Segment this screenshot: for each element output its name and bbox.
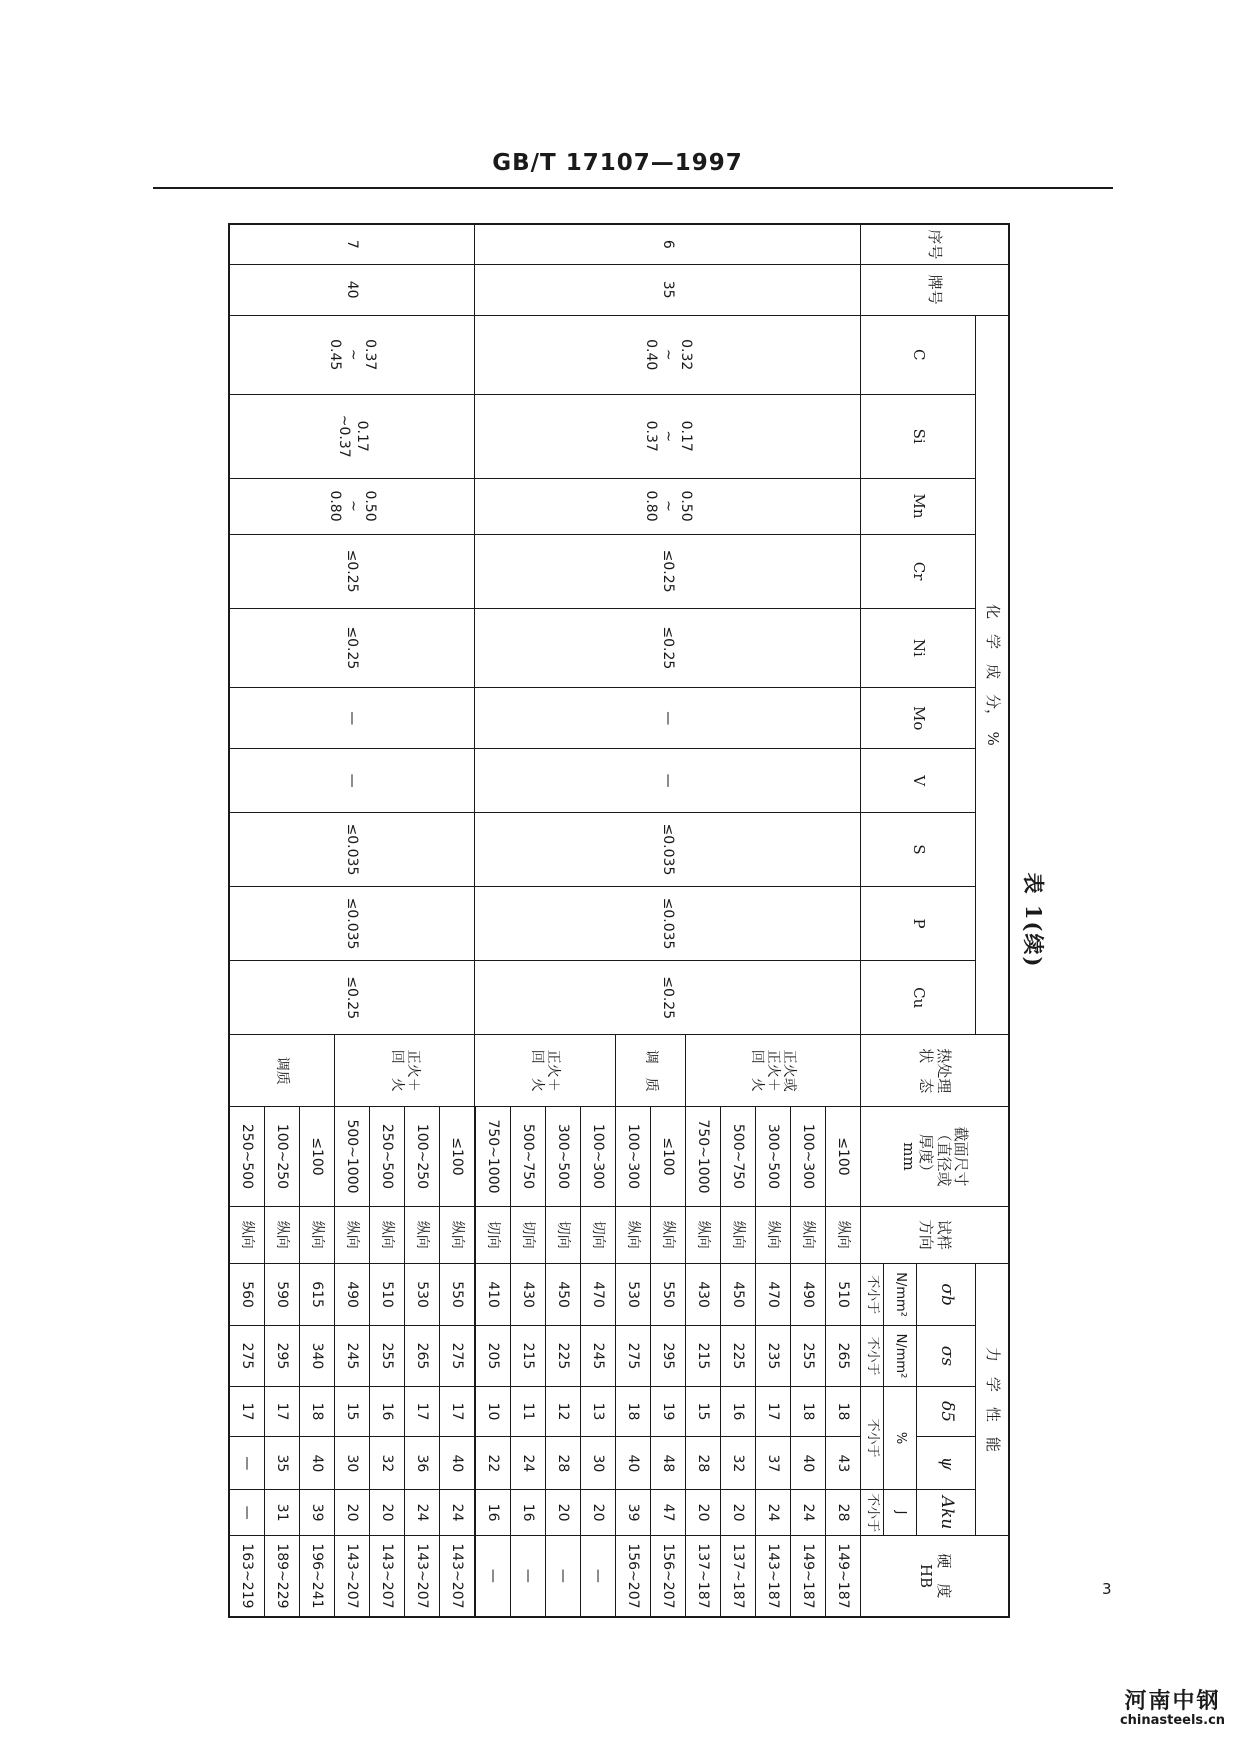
element-header-cr: Cr [861, 534, 976, 608]
delta5-cell: 18 [616, 1386, 651, 1437]
heat-treatment-cell [335, 1035, 476, 1107]
element-range-line: 0.80 [327, 490, 344, 522]
section-size-cell: 500~750 [511, 1107, 546, 1206]
sigma-s-cell: 265 [826, 1326, 861, 1386]
sigma-s-symbol: σs [917, 1326, 976, 1386]
section-size-cell: 750~1000 [686, 1107, 721, 1206]
sigma-s-cell: 205 [475, 1326, 511, 1386]
sigma-b-cell: 550 [440, 1263, 476, 1325]
sigma-b-cell: 615 [300, 1263, 335, 1325]
element-range-line: ~ [345, 348, 361, 361]
watermark-cn: 河南中钢 [1124, 1689, 1221, 1714]
sigma-b-cell: 470 [756, 1263, 791, 1325]
direction-cell: 纵向 [265, 1206, 300, 1263]
element-header-ni: Ni [861, 608, 976, 687]
element-range-line: 0.17 [678, 420, 694, 452]
specimen-direction-header [861, 1206, 1010, 1263]
psi-cell: 35 [265, 1437, 300, 1490]
psi-cell: 43 [826, 1437, 861, 1490]
delta5-cell: 18 [300, 1386, 335, 1437]
heat-treatment-line: 正火或 [781, 1049, 798, 1092]
element-cell-cr: ≤0.25 [229, 534, 475, 608]
element-range-line: 0.37 [362, 339, 379, 371]
direction-cell: 纵向 [370, 1206, 405, 1263]
section-size-cell: 250~500 [370, 1107, 405, 1206]
rotated-table-page [232, 223, 1052, 1618]
element-header-si: Si [861, 394, 976, 478]
steel-spec-table [228, 223, 1010, 1618]
element-range-mn [642, 490, 695, 521]
hardness-cell: 189~229 [265, 1535, 300, 1617]
section-size-cell: 250~500 [229, 1107, 265, 1206]
element-cell-c [229, 315, 475, 394]
element-cell-c [475, 315, 861, 394]
section-size-cell: 100~250 [265, 1107, 300, 1206]
section-size-cell: 500~750 [721, 1107, 756, 1206]
aku-cell: 16 [475, 1490, 511, 1536]
element-cell-cu: ≤0.25 [475, 961, 861, 1035]
standard-code: GB/T 17107—1997 [492, 150, 743, 176]
heat-treatment-line: 正火＋ [765, 1049, 782, 1092]
heat-treatment-cell [616, 1035, 686, 1107]
direction-cell: 切向 [475, 1206, 511, 1263]
sigma-b-unit: N/mm² [884, 1263, 917, 1325]
hardness-cell: 156~207 [651, 1535, 686, 1617]
aku-cell: 16 [511, 1490, 546, 1536]
element-cell-p: ≤0.035 [229, 887, 475, 961]
element-cell-si [229, 394, 475, 478]
element-range-line: 0.40 [643, 339, 659, 371]
mechanical-properties-header: 力 学 性 能 [976, 1263, 1010, 1535]
element-cell-v: — [475, 749, 861, 813]
aku-cell: 20 [721, 1490, 756, 1536]
page-number: 3 [1102, 1580, 1112, 1598]
aku-symbol: Aku [917, 1490, 976, 1536]
psi-cell: 28 [546, 1437, 581, 1490]
delta5-cell: 17 [756, 1386, 791, 1437]
element-cell-cu: ≤0.25 [229, 961, 475, 1035]
sigma-b-cell: 550 [651, 1263, 686, 1325]
element-cell-p: ≤0.035 [475, 887, 861, 961]
element-range-si [335, 415, 370, 458]
section-header-line2: （直径或 [934, 1126, 953, 1187]
hardness-cell: — [546, 1535, 581, 1617]
section-size-cell: 100~300 [791, 1107, 826, 1206]
section-size-cell: ≤100 [440, 1107, 476, 1206]
element-cell-mo: — [475, 688, 861, 749]
sigma-s-cell: 255 [370, 1326, 405, 1386]
sigma-b-cell: 430 [686, 1263, 721, 1325]
table-caption: 表 1(续) [1021, 872, 1046, 969]
aku-cell: 20 [686, 1490, 721, 1536]
hardness-cell: 143~207 [335, 1535, 370, 1617]
direction-cell: 纵向 [721, 1206, 756, 1263]
aku-cell: 20 [370, 1490, 405, 1536]
element-header-mn: Mn [861, 478, 976, 534]
direction-cell: 纵向 [756, 1206, 791, 1263]
psi-cell: 32 [721, 1437, 756, 1490]
direction-cell: 纵向 [616, 1206, 651, 1263]
psi-cell: 36 [405, 1437, 440, 1490]
delta5-cell: 18 [791, 1386, 826, 1437]
aku-cell: 47 [651, 1490, 686, 1536]
element-range-line: ~ [660, 348, 677, 361]
direction-cell: 纵向 [651, 1206, 686, 1263]
delta5-cell: 15 [335, 1386, 370, 1437]
sigma-s-cell: 255 [791, 1326, 826, 1386]
delta5-symbol: δ5 [917, 1386, 976, 1437]
sigma-s-cell: 275 [440, 1326, 476, 1386]
sigma-s-cell: 245 [581, 1326, 616, 1386]
sigma-s-cell: 295 [265, 1326, 300, 1386]
hardness-header-line1: 硬 度 [934, 1553, 953, 1599]
element-cell-si [475, 394, 861, 478]
heat-treatment-line: 回 火 [748, 1049, 765, 1092]
direction-cell: 纵向 [335, 1206, 370, 1263]
section-header-line3: 厚度） [917, 1133, 936, 1179]
sigma-b-cell: 490 [335, 1263, 370, 1325]
heat-treatment-line: 调质 [274, 1056, 291, 1085]
hardness-cell: 137~187 [721, 1535, 756, 1617]
aku-cell: 20 [546, 1490, 581, 1536]
heat-treatment-line: 回 火 [388, 1049, 405, 1092]
element-range-line: 0.45 [327, 339, 344, 371]
psi-cell: 40 [300, 1437, 335, 1490]
seq-header: 序号 [861, 224, 1010, 264]
section-size-cell: 500~1000 [335, 1107, 370, 1206]
direction-header-line1: 试样 [934, 1219, 953, 1250]
psi-cell: 28 [686, 1437, 721, 1490]
sigma-b-cell: 490 [791, 1263, 826, 1325]
aku-cell: 20 [335, 1490, 370, 1536]
element-range-line: ~0.37 [336, 414, 353, 458]
section-size-cell: 300~500 [756, 1107, 791, 1206]
direction-cell: 纵向 [229, 1206, 265, 1263]
heat-treatment-cell [229, 1035, 335, 1107]
delta5-cell: 15 [686, 1386, 721, 1437]
grade-header: 牌号 [861, 264, 1010, 315]
aku-cell: 31 [265, 1490, 300, 1536]
element-cell-mn [229, 478, 475, 534]
element-range-si [642, 421, 695, 452]
direction-cell: 切向 [511, 1206, 546, 1263]
section-size-cell: 300~500 [546, 1107, 581, 1206]
delta5-cell: 19 [651, 1386, 686, 1437]
delta5-cell: 10 [475, 1386, 511, 1437]
table-row [826, 224, 861, 1617]
element-header-c: C [861, 315, 976, 394]
header-rule [153, 187, 1113, 189]
sigma-b-cell: 590 [265, 1263, 300, 1325]
aku-cell: 28 [826, 1490, 861, 1536]
heat-treatment-line: 调 质 [642, 1049, 659, 1092]
psi-cell: 40 [791, 1437, 826, 1490]
sigma-s-cell: 215 [686, 1326, 721, 1386]
hardness-cell: 143~207 [370, 1535, 405, 1617]
hardness-cell: — [581, 1535, 616, 1617]
heat-treatment-header-line2: 状 态 [917, 1048, 936, 1094]
section-size-cell: ≤100 [651, 1107, 686, 1206]
sigma-s-cell: 275 [616, 1326, 651, 1386]
watermark-en: chinasteels.cn [1119, 1713, 1226, 1729]
psi-cell: 30 [581, 1437, 616, 1490]
section-header-line4: mm [900, 1142, 919, 1171]
delta5-cell: 18 [826, 1386, 861, 1437]
hardness-cell: 143~207 [440, 1535, 476, 1617]
watermark-logo [1110, 1690, 1235, 1728]
element-header-p: P [861, 887, 976, 961]
heat-treatment-line: 正火＋ [404, 1049, 421, 1092]
psi-cell: 48 [651, 1437, 686, 1490]
psi-cell: 37 [756, 1437, 791, 1490]
element-range-line: 0.17 [353, 420, 370, 452]
element-header-v: V [861, 749, 976, 813]
element-range-mn [326, 490, 379, 521]
element-range-line: 0.50 [362, 490, 379, 522]
element-range-line: ~ [345, 500, 361, 512]
heat-treatment-header [861, 1035, 1010, 1107]
hardness-cell: 163~219 [229, 1535, 265, 1617]
aku-cell: 24 [405, 1490, 440, 1536]
direction-cell: 纵向 [686, 1206, 721, 1263]
psi-cell: 22 [475, 1437, 511, 1490]
sigma-s-cell: 265 [405, 1326, 440, 1386]
section-size-header [861, 1107, 1010, 1206]
sigma-s-unit: N/mm² [884, 1326, 917, 1386]
psi-cell: 32 [370, 1437, 405, 1490]
seq-cell: 6 [475, 224, 861, 264]
element-range-line: 0.50 [678, 490, 694, 522]
element-header-cu: Cu [861, 961, 976, 1035]
delta5-cell: 17 [229, 1386, 265, 1437]
table-body [229, 224, 861, 1617]
section-size-cell: ≤100 [826, 1107, 861, 1206]
sigma-s-cell: 225 [721, 1326, 756, 1386]
direction-cell: 切向 [546, 1206, 581, 1263]
sigma-s-cell: 275 [229, 1326, 265, 1386]
sigma-b-cell: 410 [475, 1263, 511, 1325]
element-range-line: ~ [660, 430, 677, 443]
delta5-cell: 17 [405, 1386, 440, 1437]
table-row [440, 224, 476, 1617]
direction-cell: 纵向 [405, 1206, 440, 1263]
psi-symbol: ψ [917, 1437, 976, 1490]
aku-cell: 24 [791, 1490, 826, 1536]
direction-cell: 纵向 [791, 1206, 826, 1263]
direction-cell: 切向 [581, 1206, 616, 1263]
sigma-b-cell: 470 [581, 1263, 616, 1325]
direction-cell: 纵向 [300, 1206, 335, 1263]
sigma-s-min: 不小于 [861, 1326, 884, 1386]
element-header-s: S [861, 812, 976, 886]
psi-cell: 40 [616, 1437, 651, 1490]
sigma-b-cell: 530 [616, 1263, 651, 1325]
section-header-line1: 截面尺寸 [952, 1126, 970, 1187]
sigma-b-min: 不小于 [861, 1263, 884, 1325]
section-size-cell: 100~300 [581, 1107, 616, 1206]
psi-cell: — [229, 1437, 265, 1490]
heat-treatment-cell [686, 1035, 861, 1107]
heat-treatment-header-line1: 热处理 [934, 1048, 953, 1094]
element-range-c [642, 339, 695, 370]
hardness-header [861, 1535, 1010, 1617]
direction-cell: 纵向 [440, 1206, 476, 1263]
aku-cell: 20 [581, 1490, 616, 1536]
hardness-cell: 143~207 [405, 1535, 440, 1617]
table-head [861, 224, 1010, 1617]
delta5-cell: 13 [581, 1386, 616, 1437]
grade-cell: 35 [475, 264, 861, 315]
delta5-cell: 16 [721, 1386, 756, 1437]
seq-cell: 7 [229, 224, 475, 264]
aku-cell: 24 [756, 1490, 791, 1536]
element-cell-v: — [229, 749, 475, 813]
element-cell-mn [475, 478, 861, 534]
section-size-cell: 750~1000 [475, 1107, 511, 1206]
delta5-cell: 16 [370, 1386, 405, 1437]
direction-header-line2: 方向 [917, 1219, 936, 1250]
aku-cell: — [229, 1490, 265, 1536]
sigma-b-cell: 450 [546, 1263, 581, 1325]
element-header-mo: Mo [861, 688, 976, 749]
element-cell-ni: ≤0.25 [475, 608, 861, 687]
element-cell-ni: ≤0.25 [229, 608, 475, 687]
heat-treatment-cell [475, 1035, 616, 1107]
aku-cell: 39 [616, 1490, 651, 1536]
heat-treatment-line: 回 火 [529, 1049, 546, 1092]
element-range-line: 0.37 [643, 420, 659, 452]
hardness-cell: 196~241 [300, 1535, 335, 1617]
percent-unit: % [884, 1386, 917, 1490]
section-size-cell: ≤100 [300, 1107, 335, 1206]
sigma-s-cell: 215 [511, 1326, 546, 1386]
element-range-line: 0.80 [643, 490, 659, 522]
hardness-cell: — [511, 1535, 546, 1617]
delta5-cell: 12 [546, 1386, 581, 1437]
element-range-line: ~ [660, 500, 677, 512]
sigma-b-cell: 530 [405, 1263, 440, 1325]
sigma-b-cell: 510 [370, 1263, 405, 1325]
chemical-composition-header: 化 学 成 分， % [976, 315, 1010, 1035]
delta5-cell: 17 [440, 1386, 476, 1437]
hardness-cell: 137~187 [686, 1535, 721, 1617]
sigma-s-cell: 295 [651, 1326, 686, 1386]
element-cell-mo: — [229, 688, 475, 749]
aku-unit: J [884, 1490, 917, 1536]
sigma-s-cell: 225 [546, 1326, 581, 1386]
sigma-b-symbol: σb [917, 1263, 976, 1325]
element-cell-cr: ≤0.25 [475, 534, 861, 608]
heat-treatment-line: 正火＋ [545, 1049, 562, 1092]
sigma-s-cell: 245 [335, 1326, 370, 1386]
hardness-cell: 156~207 [616, 1535, 651, 1617]
hardness-cell: — [475, 1535, 511, 1617]
psi-cell: 40 [440, 1437, 476, 1490]
elongation-min: 不小于 [861, 1386, 884, 1490]
element-range-c [326, 339, 379, 370]
direction-cell: 纵向 [826, 1206, 861, 1263]
sigma-b-cell: 450 [721, 1263, 756, 1325]
aku-min: 不小于 [861, 1490, 884, 1536]
delta5-cell: 11 [511, 1386, 546, 1437]
element-range-line: 0.32 [678, 339, 694, 371]
hardness-header-line2: HB [917, 1563, 936, 1588]
psi-cell: 30 [335, 1437, 370, 1490]
aku-cell: 24 [440, 1490, 476, 1536]
section-size-cell: 100~300 [616, 1107, 651, 1206]
sigma-s-cell: 235 [756, 1326, 791, 1386]
delta5-cell: 17 [265, 1386, 300, 1437]
sigma-b-cell: 430 [511, 1263, 546, 1325]
hardness-cell: 149~187 [791, 1535, 826, 1617]
element-cell-s: ≤0.035 [229, 812, 475, 886]
section-size-cell: 100~250 [405, 1107, 440, 1206]
grade-cell: 40 [229, 264, 475, 315]
aku-cell: 39 [300, 1490, 335, 1536]
sigma-s-cell: 340 [300, 1326, 335, 1386]
sigma-b-cell: 510 [826, 1263, 861, 1325]
hardness-cell: 143~187 [756, 1535, 791, 1617]
element-cell-s: ≤0.035 [475, 812, 861, 886]
hardness-cell: 149~187 [826, 1535, 861, 1617]
sigma-b-cell: 560 [229, 1263, 265, 1325]
psi-cell: 24 [511, 1437, 546, 1490]
